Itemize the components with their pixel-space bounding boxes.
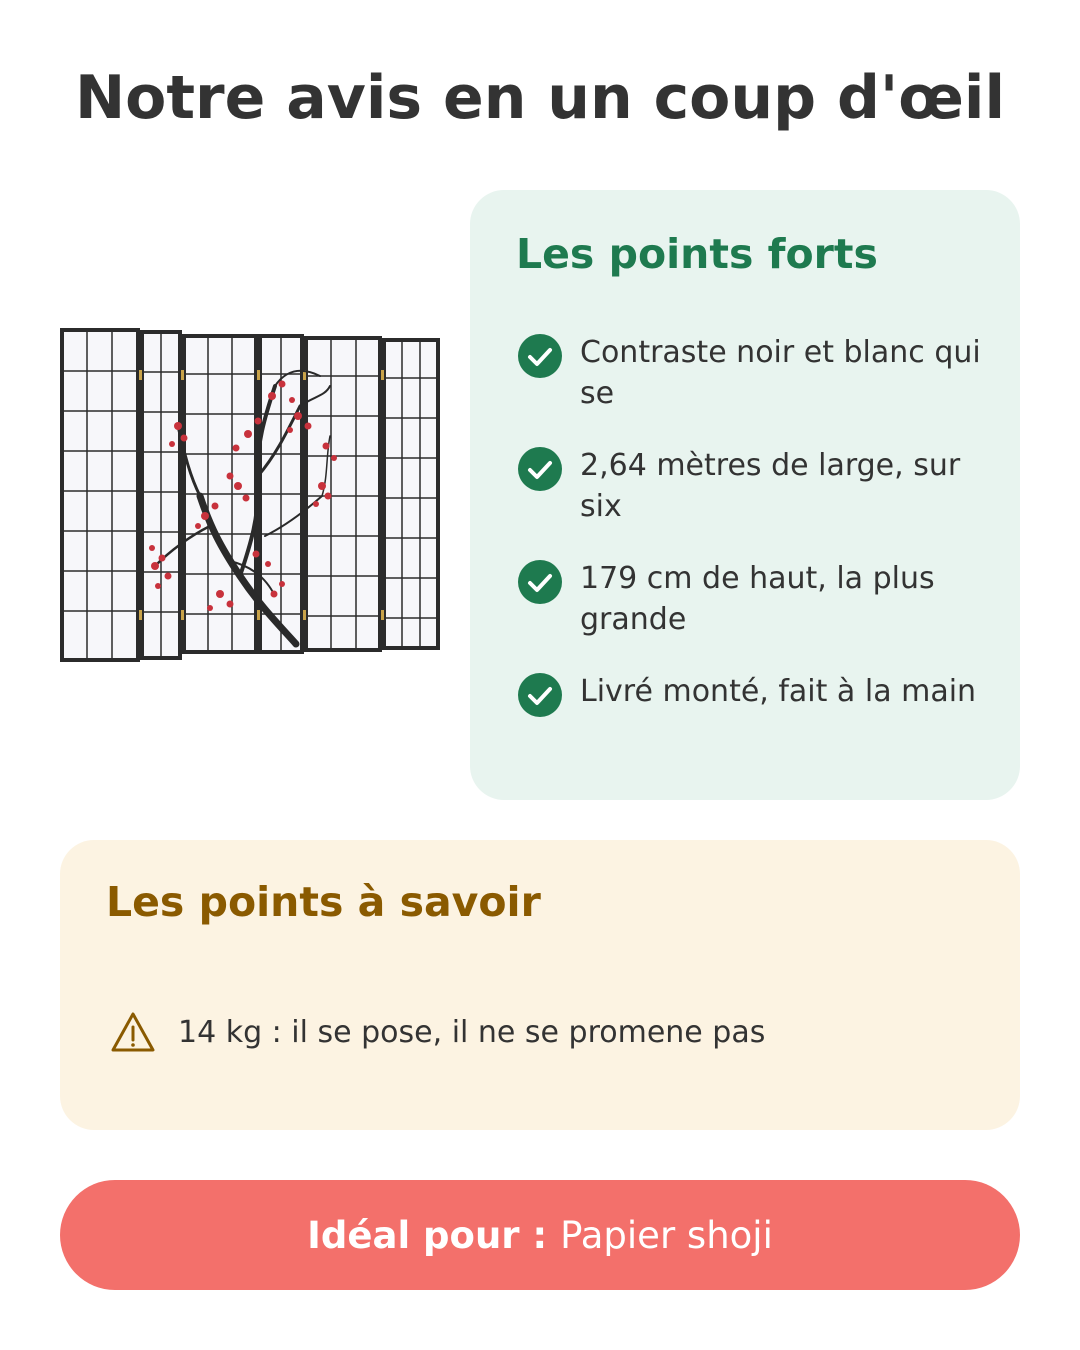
warning-triangle-icon	[110, 1011, 156, 1053]
check-circle-icon	[518, 447, 562, 491]
strength-text: Contraste noir et blanc qui se	[580, 335, 981, 411]
strength-item	[518, 332, 988, 445]
warnings-card	[60, 840, 1020, 1130]
strength-item	[518, 445, 988, 558]
warning-item	[110, 1010, 970, 1056]
page-title: Notre avis en un coup d'œil	[74, 63, 1006, 133]
strengths-list	[518, 332, 988, 784]
product-image	[60, 326, 442, 664]
check-circle-icon	[518, 560, 562, 604]
strength-item	[518, 671, 988, 784]
warning-text: 14 kg : il se pose, il ne se promene pas	[178, 1015, 766, 1050]
ideal-for-banner	[60, 1180, 1020, 1290]
warnings-title: Les points à savoir	[106, 878, 541, 926]
ideal-for-label: Idéal pour :	[307, 1213, 561, 1257]
strengths-title: Les points forts	[516, 230, 878, 278]
check-circle-icon	[518, 334, 562, 378]
strength-item	[518, 558, 988, 671]
strengths-card	[470, 190, 1020, 800]
check-circle-icon	[518, 673, 562, 717]
strength-text: 179 cm de haut, la plus grande	[580, 561, 935, 637]
ideal-for-value: Papier shoji	[560, 1213, 773, 1257]
strength-text: 2,64 mètres de large, sur six	[580, 448, 961, 524]
strength-text: Livré monté, fait à la main	[580, 674, 977, 709]
